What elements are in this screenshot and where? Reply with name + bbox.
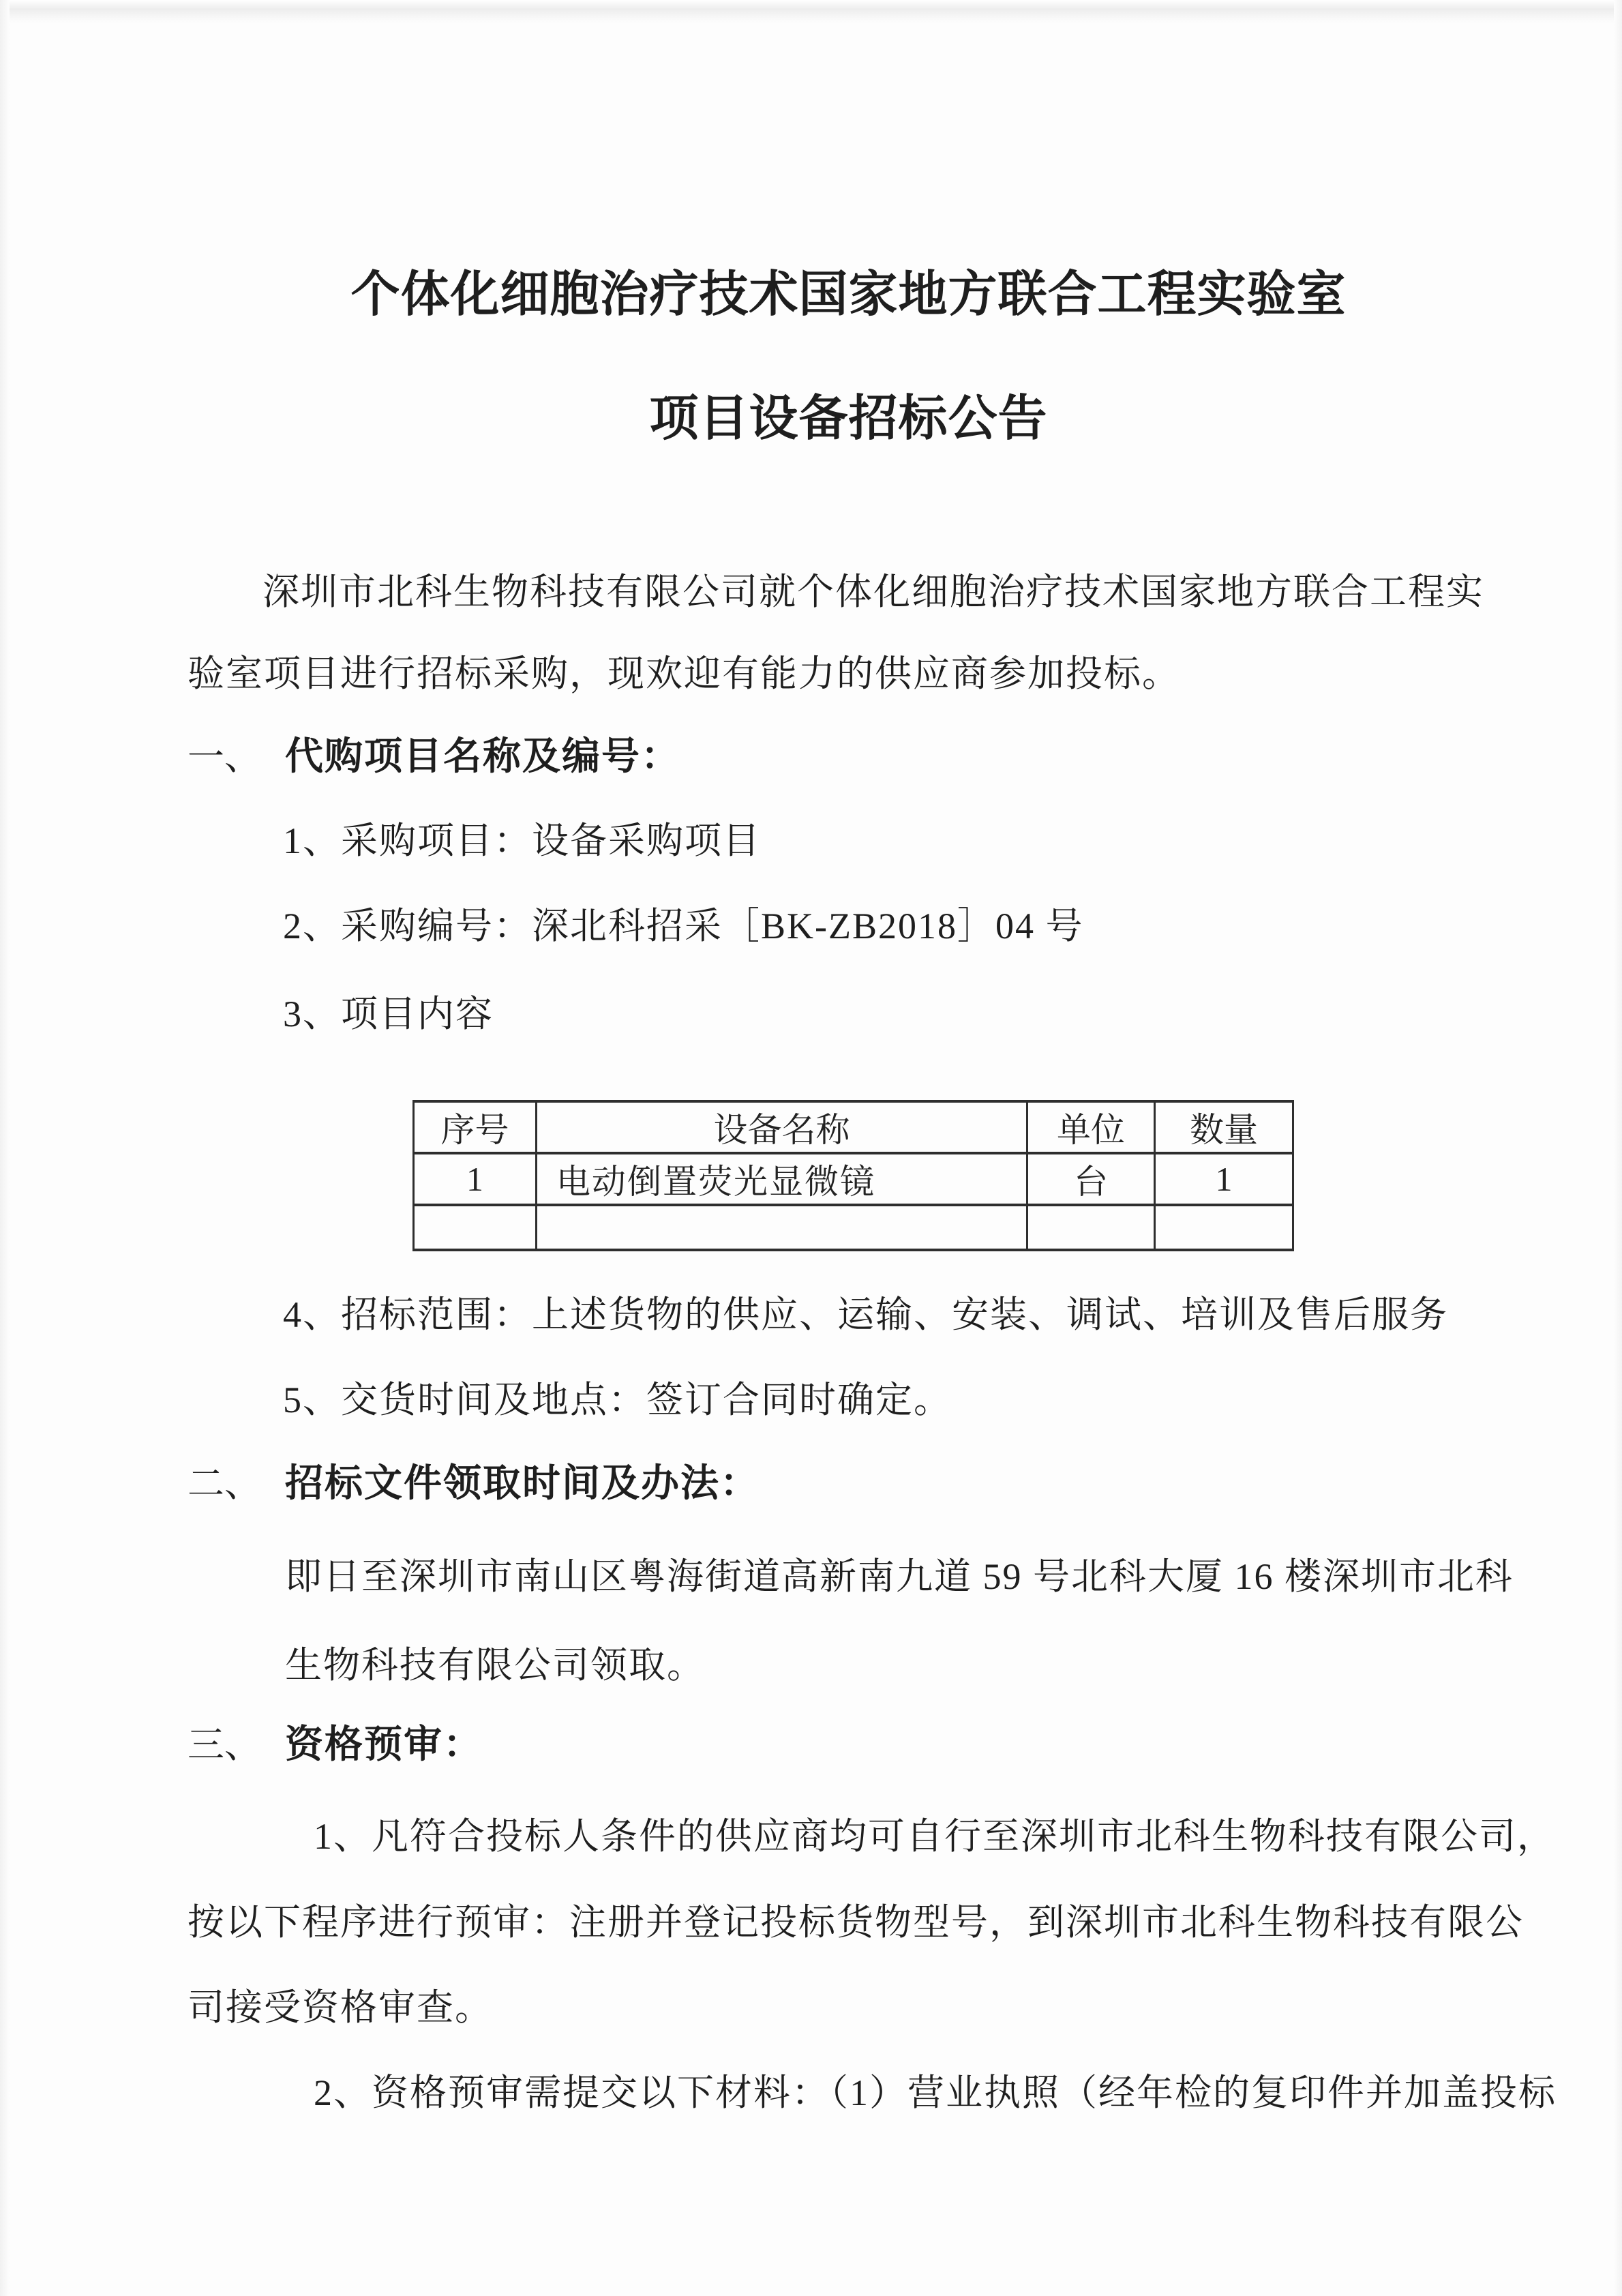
section-3-item-2-line-1: 2、资格预审需提交以下材料：（1）营业执照（经年检的复印件并加盖投标 <box>314 2072 1557 2113</box>
section-3-heading-row <box>187 1724 483 1766</box>
table-header-seq: 序号 <box>414 1101 537 1153</box>
table-cell-seq: 1 <box>414 1153 537 1205</box>
doc-title-line-2: 项目设备招标公告 <box>649 391 1048 446</box>
section-1-item-2: 2、采购编号：深北科招采［BK-ZB2018］04 号 <box>283 906 1084 946</box>
section-1-title: 代购项目名称及编号： <box>285 736 680 778</box>
section-2-heading-row <box>187 1463 760 1505</box>
table-header-qty: 数量 <box>1155 1101 1293 1153</box>
equipment-table <box>412 1100 1294 1251</box>
section-2-number: 二、 <box>187 1463 261 1504</box>
table-cell-empty <box>1027 1205 1155 1250</box>
section-2-paragraph-line-2: 生物科技有限公司领取。 <box>285 1645 705 1686</box>
intro-line-2: 验室项目进行招标采购，现欢迎有能力的供应商参加投标。 <box>187 653 1180 694</box>
intro-line-1: 深圳市北科生物科技有限公司就个体化细胞治疗技术国家地方联合工程实 <box>262 571 1484 612</box>
table-header-unit: 单位 <box>1027 1101 1155 1153</box>
section-1-item-3: 3、项目内容 <box>283 994 494 1034</box>
section-1-item-1: 1、采购项目：设备采购项目 <box>283 820 761 861</box>
section-3-title: 资格预审： <box>285 1724 483 1766</box>
table-cell-unit: 台 <box>1027 1153 1155 1205</box>
equipment-table-row-2 <box>414 1205 1293 1250</box>
document-content <box>187 0 1557 2296</box>
section-3-number: 三、 <box>187 1725 261 1765</box>
section-1-item-5: 5、交货时间及地点：签订合同时确定。 <box>283 1380 952 1420</box>
table-header-name: 设备名称 <box>537 1101 1027 1153</box>
equipment-table-header-row <box>414 1101 1293 1153</box>
table-cell-empty <box>537 1205 1027 1250</box>
table-cell-empty <box>414 1205 537 1250</box>
section-3-item-1-line-2: 按以下程序进行预审：注册并登记投标货物型号，到深圳市北科生物科技有限公 <box>187 1902 1524 1943</box>
scan-edge-left <box>0 0 10 2296</box>
section-1-item-4: 4、招标范围：上述货物的供应、运输、安装、调试、培训及售后服务 <box>283 1294 1448 1335</box>
section-1-number: 一、 <box>187 736 261 777</box>
section-2-title: 招标文件领取时间及办法： <box>285 1463 760 1505</box>
scan-edge-right <box>1614 0 1622 2296</box>
section-2-paragraph-line-1: 即日至深圳市南山区粤海街道高新南九道 59 号北科大厦 16 楼深圳市北科 <box>285 1556 1514 1597</box>
equipment-table-row-1 <box>414 1153 1293 1205</box>
table-cell-qty: 1 <box>1155 1153 1293 1205</box>
section-1-heading-row <box>187 736 680 778</box>
table-cell-empty <box>1155 1205 1293 1250</box>
table-cell-name: 电动倒置荧光显微镜 <box>537 1153 1027 1205</box>
doc-title-line-1: 个体化细胞治疗技术国家地方联合工程实验室 <box>350 267 1347 322</box>
section-3-item-1-line-1: 1、凡符合投标人条件的供应商均可自行至深圳市北科生物科技有限公司， <box>314 1816 1555 1857</box>
section-3-item-1-line-3: 司接受资格审查。 <box>187 1987 493 2028</box>
